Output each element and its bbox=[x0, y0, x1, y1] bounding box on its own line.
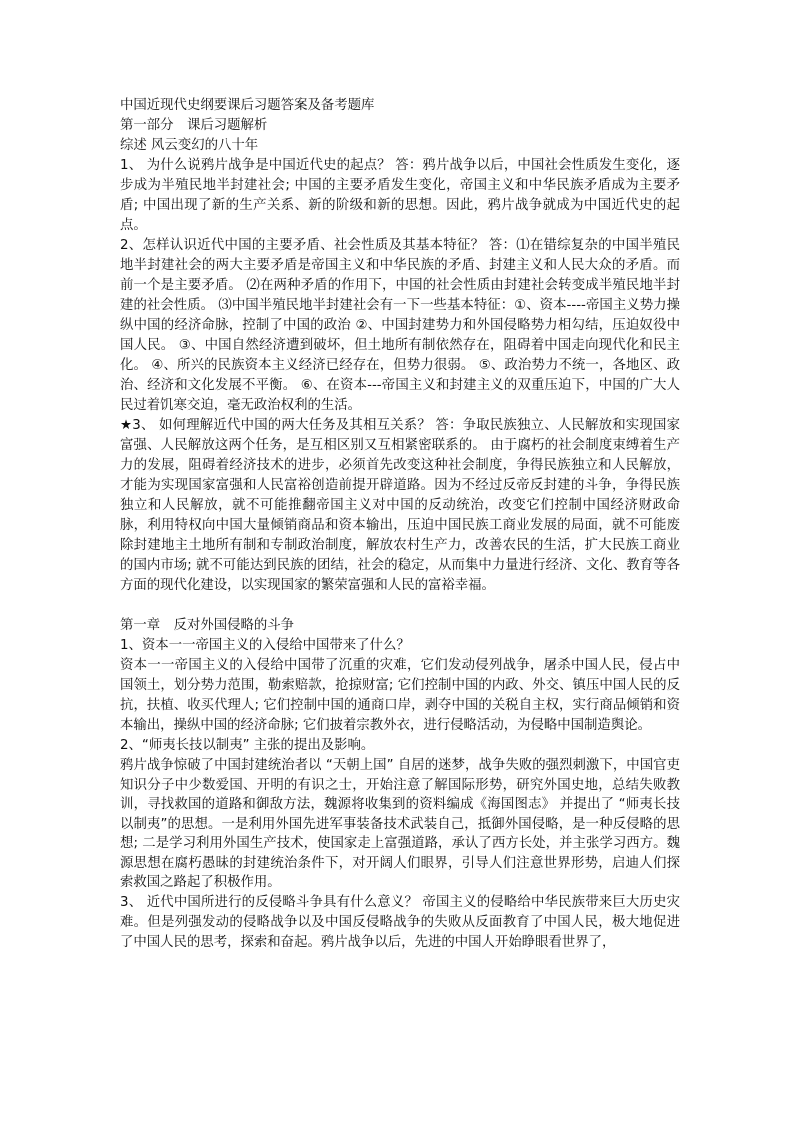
document-body bbox=[120, 96, 680, 953]
answer-c1: 资本一一帝国主义的入侵给中国带了沉重的灾难，它们发动侵列战争，屠杀中国人民，侵占中国领土，划分势力范围，勒索赔款，抢掠财富; 它们控制中国的内政、外交、镇压中国人民的反抗，扶植、收买代理人; 它们控制中国的通商口岸，剥夺中国的关税自主权，实行商品倾销和资本输出，操纵中国的经济命脉; 它们披着宗教外衣，进行侵略活动，为侵略中国制造舆论。 bbox=[120, 658, 680, 733]
paragraph-q2: 2、怎样认识近代中国的主要矛盾、社会性质及其基本特征？ 答：⑴在错综复杂的中国半殖民地半封建社会的两大主要矛盾是帝国主义和中华民族的矛盾、封建主义和人民大众的矛盾。而前一个是主要矛盾。 ⑵在两种矛盾的作用下，中国的社会性质由封建社会转变成半殖民地半封建的社会性质。 ⑶中国半殖民地半封建社会有一下一些基本特征：①、资本----帝国主义势力操纵中国的经济命脉，控制了中国的政治 ②、中国封建势力和外国侵略势力相勾结，压迫奴役中国人民。 ③、中国自然经济遭到破坏，但土地所有制依然存在，阻碍着中国走向现代化和民主化。 ④、所兴的民族资本主义经济已经存在，但势力很弱。 ⑤、政治势力不统一，各地区、政治、经济和文化发展不平衡。 ⑥、在资本---帝国主义和封建主义的双重压迫下，中国的广大人民过着饥寒交迫，毫无政治权利的生活。 bbox=[120, 238, 680, 413]
document-title: 中国近现代史纲要课后习题答案及备考题库 bbox=[120, 98, 375, 113]
paragraph-c3: 3、 近代中国所进行的反侵略斗争具有什么意义？ 帝国主义的侵略给中华民族带来巨大历史灾难。但是列强发动的侵略战争以及中国反侵略战争的失败从反面教育了中国人民，极大地促进了中国人民的思考，探索和奋起。鸦片战争以后，先进的中国人开始睁眼看世界了， bbox=[120, 894, 680, 950]
section-spacer bbox=[120, 596, 680, 616]
chapter-heading: 第一章 反对外国侵略的斗争 bbox=[120, 618, 295, 633]
question-c2: 2、“师夷长技以制夷” 主张的提出及影响。 bbox=[120, 738, 375, 753]
part-heading: 第一部分 课后习题解析 bbox=[120, 118, 268, 133]
paragraph-q1: 1、 为什么说鸦片战争是中国近代史的起点？ 答：鸦片战争以后，中国社会性质发生变化，逐步成为半殖民地半封建社会; 中国的主要矛盾发生变化，帝国主义和中华民族矛盾成为主要矛盾; 中国出现了新的生产关系、新的阶级和新的思想。因此，鸦片战争就成为中国近代史的起点。 bbox=[120, 158, 680, 233]
paragraph-q3: ★3、 如何理解近代中国的两大任务及其相互关系？ 答：争取民族独立、人民解放和实现国家富强、人民解放这两个任务，是互相区别又互相紧密联系的。 由于腐朽的社会制度束缚着生产力的发展，阻碍着经济技术的进步，必须首先改变这种社会制度，争得民族独立和人民解放，才能为实现国家富强和人民富裕创造前提开辟道路。因为不经过反帝反封建的斗争，争得民族独立和人民解放，就不可能推翻帝国主义对中国的反动统治，改变它们控制中国经济财政命脉，利用特权向中国大量倾销商品和资本输出，压迫中国民族工商业发展的局面，就不可能废除封建地主土地所有制和专制政治制度，解放农村生产力，改善农民的生活，扩大民族工商业的国内市场; 就不可能达到民族的团结，社会的稳定，从而集中力量进行经济、文化、教育等各方面的现代化建设，以实现国家的繁荣富强和人民的富裕幸福。 bbox=[120, 418, 680, 593]
intro-heading: 综述 风云变幻的八十年 bbox=[120, 138, 259, 153]
answer-c2: 鸦片战争惊破了中国封建统治者以 “天朝上国” 自居的迷梦，战争失败的强烈刺激下，中国官吏知识分子中少数爱国、开明的有识之士，开始注意了解国际形势，研究外国史地，总结失败教训，寻找救国的道路和御敌方法，魏源将收集到的资料编成《海国图志》 并提出了 “师夷长技以制夷”的思想。一是利用外国先进军事装备技术武装自己，抵御外国侵略，是一种反侵略的思想; 二是学习利用外国生产技术，使国家走上富强道路，承认了西方长处，并主张学习西方。魏源思想在腐朽愚昧的封建统治条件下，对开阔人们眼界，引导人们注意世界形势，启迪人们探索救国之路起了积极作用。 bbox=[120, 758, 680, 890]
question-c1: 1、资本一一帝国主义的入侵给中国带来了什么？ bbox=[120, 638, 410, 653]
